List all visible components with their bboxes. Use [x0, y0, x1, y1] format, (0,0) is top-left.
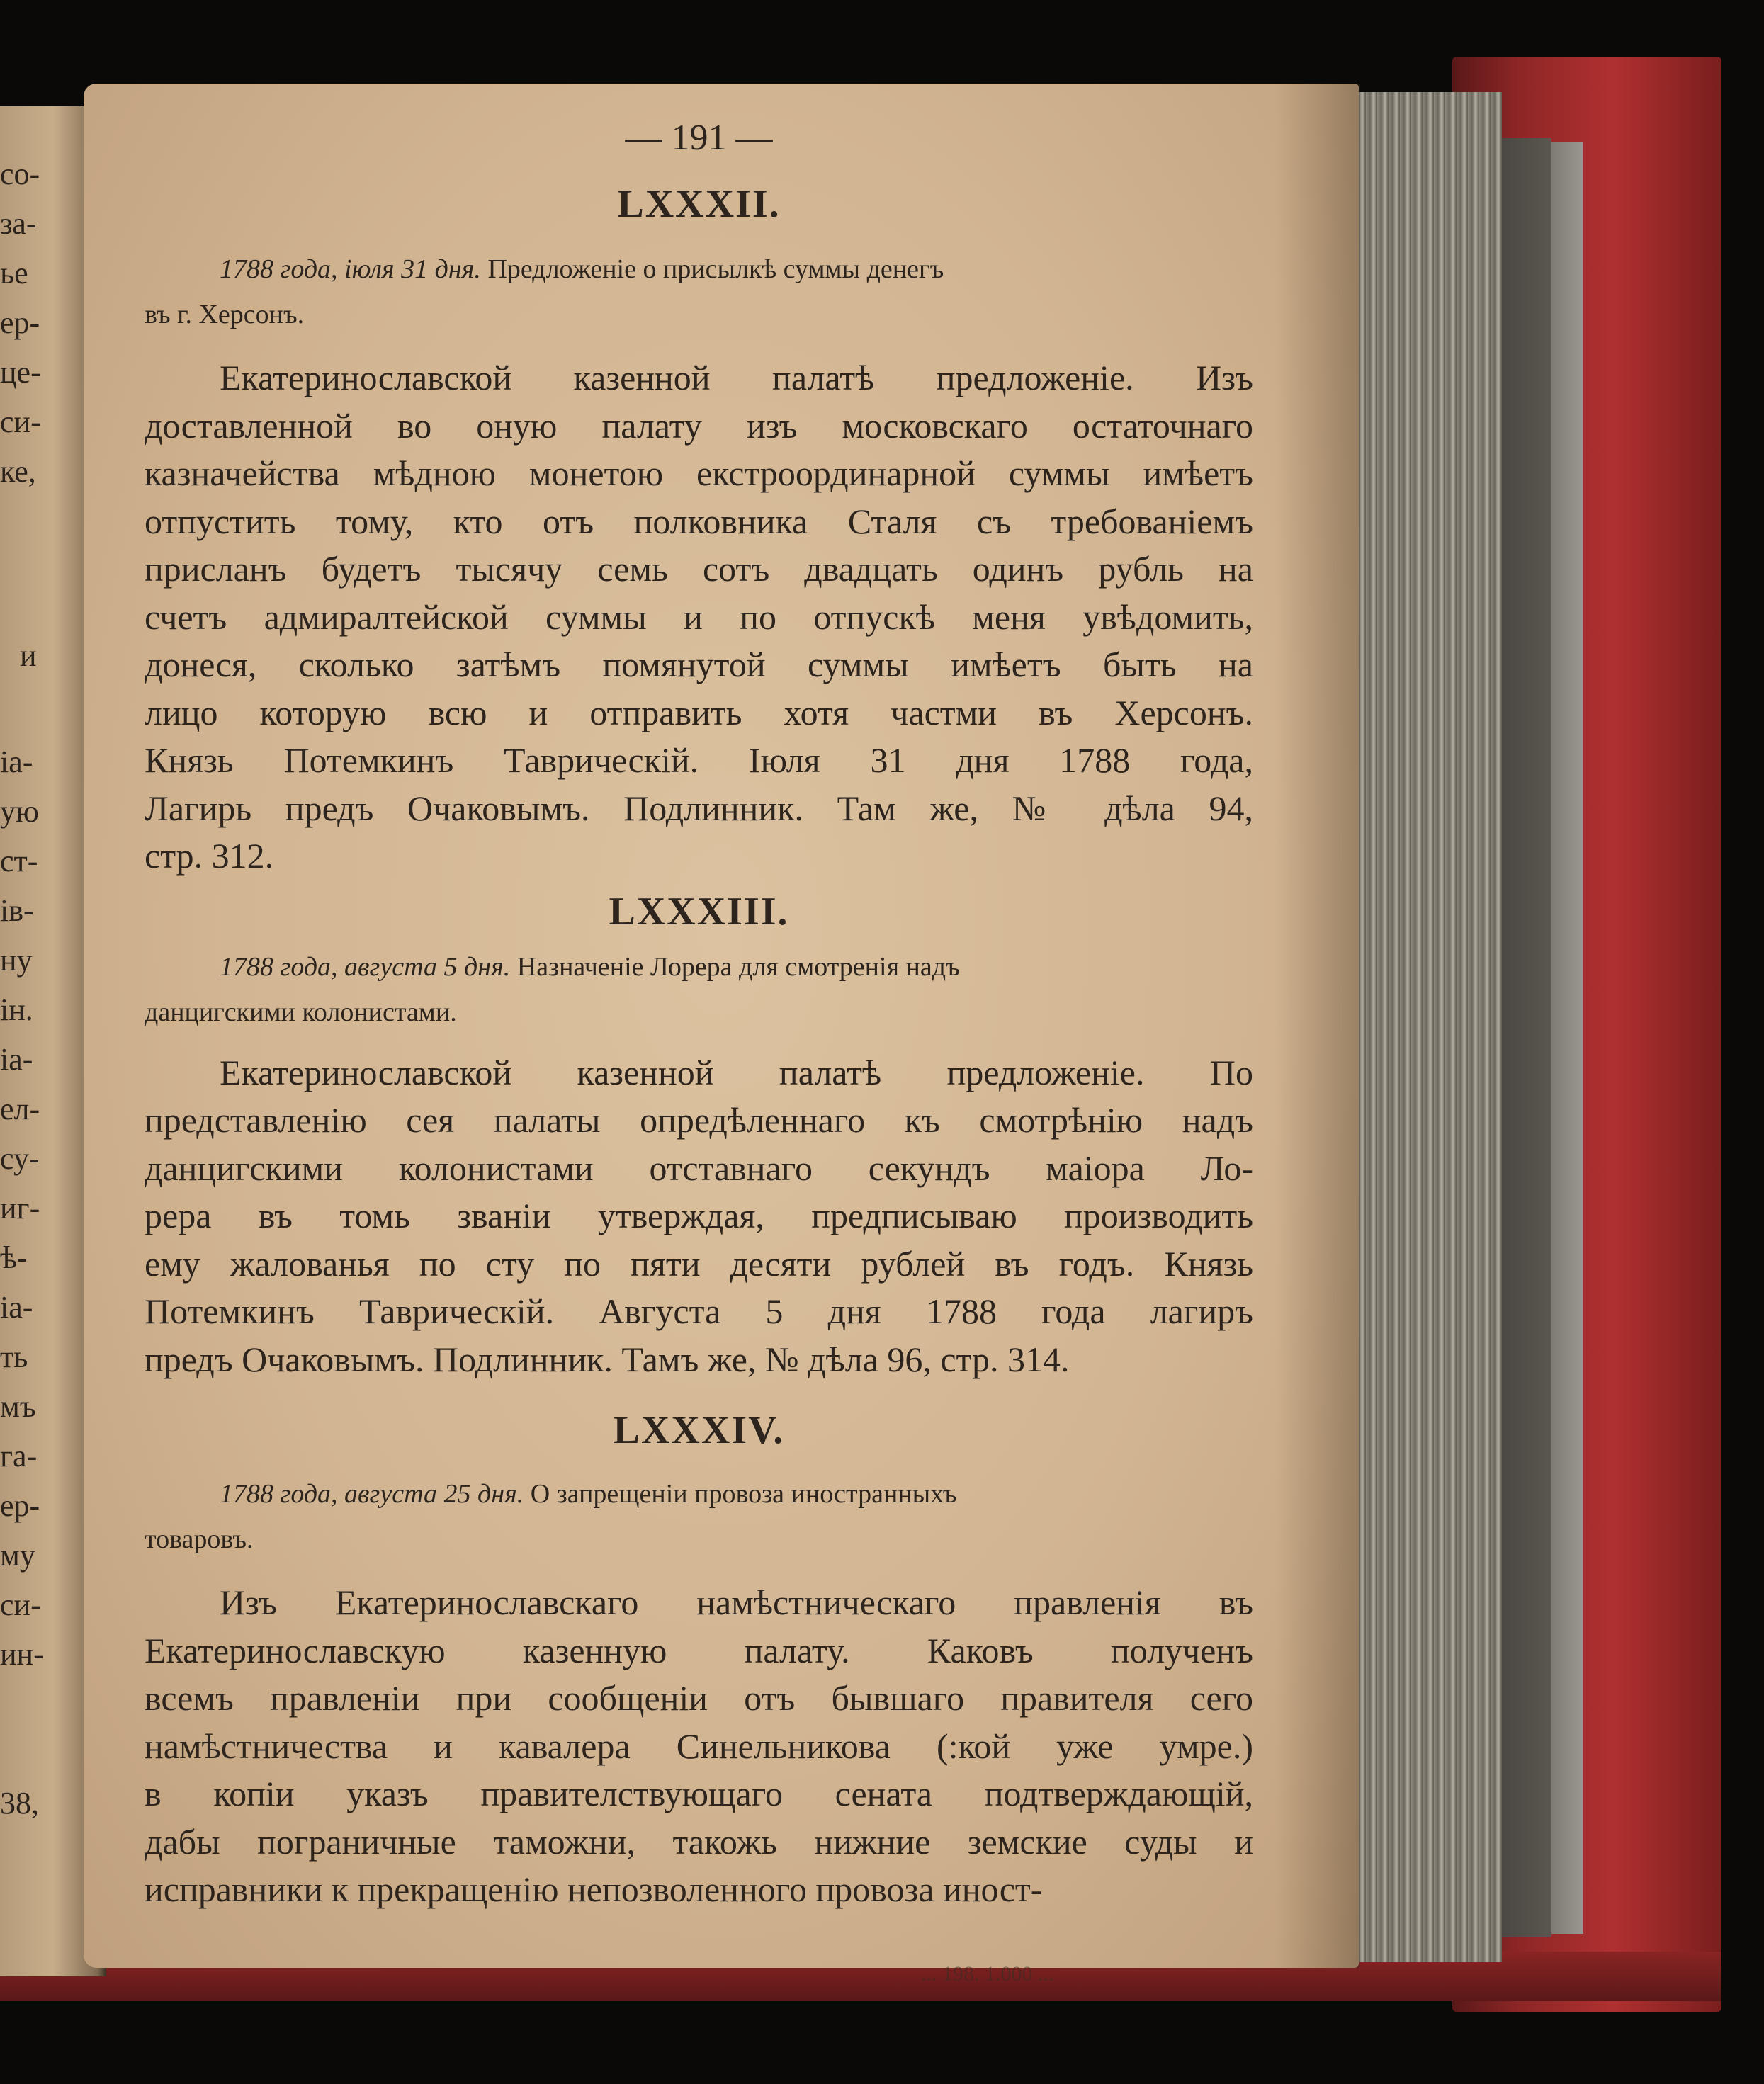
- section-heading: [145, 1471, 1253, 1517]
- left-page-fragment: мъ: [0, 1389, 36, 1424]
- left-page-fragment: су-: [0, 1141, 40, 1176]
- text-line: Потемкинъ Таврическій. Августа 5 дня 1788 года лагиръ: [145, 1291, 1253, 1331]
- document-section: [145, 1402, 1253, 1914]
- left-page-fragment: ую: [0, 794, 39, 829]
- left-page-fragment: и: [20, 638, 37, 673]
- text-line: счетъ адмиралтейской суммы и по отпускѣ меня увѣдомить,: [145, 596, 1253, 637]
- left-page-fragment: со-: [0, 157, 40, 191]
- left-page-fragment: ье: [0, 256, 28, 290]
- left-page-fragment: іа-: [0, 1290, 33, 1325]
- page-text: [145, 113, 1253, 1914]
- left-page-fragment: га-: [0, 1439, 38, 1473]
- section-title: LXXXIII.: [609, 889, 789, 934]
- left-page-fragment: ів-: [0, 893, 34, 928]
- section-date: 1788 года, іюля 31 дня.: [220, 254, 481, 284]
- text-line: Изъ Екатеринославскаго намѣстническаго правленія въ: [220, 1582, 1253, 1622]
- left-page-fragment: іа-: [0, 744, 33, 779]
- text-line: отпустить тому, кто отъ полковника Сталя съ требованіемъ: [145, 501, 1253, 541]
- text-line: Лагирь предъ Очаковымъ. Подлинник. Там же, № дѣла 94,: [145, 788, 1253, 828]
- text-line: казначейства мѣдною монетою екстроординарной суммы имѣетъ: [145, 453, 1253, 493]
- section-date: 1788 года, августа 5 дня.: [220, 951, 511, 982]
- left-page-fragment: ѣ-: [0, 1240, 28, 1275]
- text-line: исправники к прекращенію непозволенного провоза иност-: [145, 1869, 1043, 1909]
- text-line: представленію сея палаты опредѣленнаго къ смотрѣнію надъ: [145, 1100, 1253, 1140]
- section-heading-line2: товаровъ.: [145, 1524, 254, 1554]
- left-page-fragment: ст-: [0, 844, 38, 878]
- left-page-fragment: ин-: [0, 1637, 44, 1672]
- text-line: доставленной во оную палату изъ московскаго остаточнаго: [145, 405, 1253, 446]
- document-section: [145, 883, 1253, 1384]
- text-line: дабы пограничные таможни, такожь нижние земские суды и: [145, 1821, 1253, 1862]
- left-page-fragment: иг-: [0, 1191, 40, 1225]
- left-page-fragment: си-: [0, 404, 41, 439]
- section-heading-text: Назначеніе Лорера для смотренія надъ: [516, 951, 960, 982]
- left-page-fragment: це-: [0, 355, 41, 390]
- section-title: LXXXII.: [617, 182, 781, 226]
- endpaper-shadow: [1498, 138, 1551, 1937]
- text-line: намѣстничества и кавалера Синельникова (:кой уже умре.): [145, 1726, 1253, 1766]
- section-body: [145, 354, 1253, 880]
- section-heading: [145, 944, 1253, 990]
- section-date: 1788 года, августа 25 дня.: [220, 1479, 524, 1509]
- text-line: присланъ будетъ тысячу семь сотъ двадцать одинъ рубль на: [145, 549, 1253, 589]
- document-section: [145, 176, 1253, 880]
- page-gutter-shadow: [1275, 84, 1360, 1968]
- text-line: ему жалованья по сту по пяти десяти рублей въ годъ. Князь: [145, 1243, 1253, 1284]
- section-heading-line2: въ г. Херсонъ.: [145, 300, 305, 329]
- left-page-fragment: ер-: [0, 1488, 40, 1523]
- text-line: рера въ томь званіи утверждая, предписываю производить: [145, 1196, 1253, 1235]
- left-page-fragment: ер-: [0, 305, 40, 340]
- left-page-fragment: за-: [0, 206, 37, 241]
- text-line: стр. 312.: [145, 836, 274, 876]
- left-page-fragment: ін.: [0, 992, 33, 1027]
- text-line: данцигскими колонистами отставнаго секундъ маіора Ло-: [145, 1148, 1253, 1188]
- text-line: Екатеринославскую казенную палату. Каковъ полученъ: [145, 1630, 1253, 1670]
- text-line: предъ Очаковымъ. Подлинник. Тамъ же, № дѣла 96, стр. 314.: [145, 1339, 1070, 1379]
- left-page-fragment: іа-: [0, 1042, 33, 1077]
- text-line: Екатеринославской казенной палатѣ предложеніе. Изъ: [220, 358, 1253, 397]
- left-page-fragment: ть: [0, 1340, 28, 1374]
- left-page-fragment: му: [0, 1538, 35, 1573]
- section-heading-text: О запрещеніи провоза иностранныхъ: [530, 1479, 957, 1509]
- section-body: [145, 1049, 1253, 1384]
- text-line: Князь Потемкинъ Таврическій. Іюля 31 дня 1788 года,: [145, 740, 1253, 780]
- bottom-cut-text: ... 198. 1.000 ...: [921, 1962, 1054, 1986]
- text-line: донеся, сколько затѣмъ помянутой суммы имѣетъ быть на: [145, 645, 1253, 684]
- section-heading: [145, 247, 1253, 292]
- page-number: — 191 —: [625, 118, 773, 158]
- section-heading-line2: данцигскими колонистами.: [145, 997, 457, 1027]
- section-body: [145, 1579, 1253, 1914]
- text-line: всемъ правленіи при сообщеніи отъ бывшаго правителя сего: [145, 1678, 1253, 1718]
- section-title: LXXXIV.: [613, 1408, 785, 1452]
- left-page-fragment: 38,: [0, 1786, 39, 1820]
- section-heading-text: Предложеніе о присылкѣ суммы денегъ: [487, 254, 944, 284]
- text-line: в копіи указъ правителствующаго сената подтверждающій,: [145, 1774, 1253, 1813]
- left-page-fragment: ел-: [0, 1092, 40, 1126]
- text-line: Екатеринославской казенной палатѣ предложеніе. По: [220, 1052, 1253, 1092]
- left-page-fragment: ке,: [0, 454, 36, 489]
- left-page-fragment: си-: [0, 1587, 41, 1622]
- endpaper: [1551, 142, 1583, 1934]
- text-line: лицо которую всю и отправить хотя частми въ Херсонъ.: [145, 692, 1253, 732]
- left-page-fragment: ну: [0, 943, 33, 978]
